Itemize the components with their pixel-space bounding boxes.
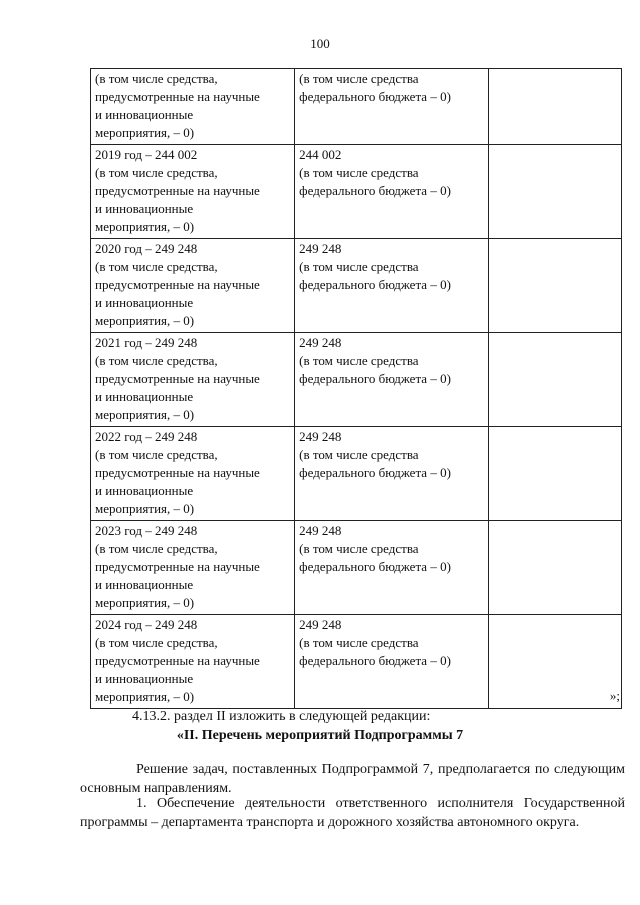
funding-total-cell xyxy=(91,69,295,145)
cell-line: федерального бюджета – 0) xyxy=(299,465,451,480)
paragraph-item-1: 1. Обеспечение деятельности ответственного исполнителя Государственной программы – департамента транспорта и дорожного хозяйства автономного округа. xyxy=(80,796,625,830)
cell-line: (в том числе средства xyxy=(299,635,419,650)
cell-line: (в том числе средства xyxy=(299,447,419,462)
funding-total-cell xyxy=(91,427,295,521)
cell-line: и инновационные xyxy=(95,483,194,498)
cell-line: мероприятия, – 0) xyxy=(95,219,195,234)
cell-line: федерального бюджета – 0) xyxy=(299,559,451,574)
cell-line: (в том числе средства xyxy=(299,165,419,180)
cell-line: федерального бюджета – 0) xyxy=(299,277,451,292)
cell-line: 244 002 xyxy=(299,147,342,162)
cell-line: предусмотренные на научные xyxy=(95,183,260,198)
funding-total-cell xyxy=(91,521,295,615)
table-row xyxy=(91,239,622,333)
table-row xyxy=(91,427,622,521)
funding-total-cell xyxy=(91,333,295,427)
cell-line: и инновационные xyxy=(95,389,194,404)
closing-quote: »; xyxy=(609,688,620,703)
empty-cell xyxy=(489,615,622,709)
cell-line: предусмотренные на научные xyxy=(95,89,260,104)
cell-line: и инновационные xyxy=(95,107,194,122)
federal-budget-cell xyxy=(295,521,489,615)
cell-line: федерального бюджета – 0) xyxy=(299,653,451,668)
federal-budget-cell xyxy=(295,145,489,239)
cell-line: (в том числе средства xyxy=(299,541,419,556)
empty-cell xyxy=(489,69,622,145)
funding-table xyxy=(90,68,622,709)
cell-line: федерального бюджета – 0) xyxy=(299,89,451,104)
cell-line: предусмотренные на научные xyxy=(95,371,260,386)
paragraph-tasks: Решение задач, поставленных Подпрограммой 7, предполагается по следующим основным направлениям. xyxy=(80,762,625,796)
cell-line: 249 248 xyxy=(299,617,342,632)
cell-line: мероприятия, – 0) xyxy=(95,689,195,704)
empty-cell xyxy=(489,427,622,521)
cell-line: (в том числе средства, xyxy=(95,71,218,86)
cell-line: (в том числе средства, xyxy=(95,353,218,368)
cell-line: 2019 год – 244 002 xyxy=(95,147,198,162)
empty-cell xyxy=(489,239,622,333)
cell-line: 249 248 xyxy=(299,241,342,256)
cell-line: (в том числе средства xyxy=(299,71,419,86)
cell-line: предусмотренные на научные xyxy=(95,559,260,574)
cell-line: предусмотренные на научные xyxy=(95,653,260,668)
federal-budget-cell xyxy=(295,333,489,427)
cell-line: мероприятия, – 0) xyxy=(95,595,195,610)
cell-line: (в том числе средства, xyxy=(95,541,218,556)
cell-line: мероприятия, – 0) xyxy=(95,125,195,140)
cell-line: и инновационные xyxy=(95,295,194,310)
cell-line: 2021 год – 249 248 xyxy=(95,335,198,350)
federal-budget-cell xyxy=(295,69,489,145)
cell-line: и инновационные xyxy=(95,577,194,592)
cell-line: 249 248 xyxy=(299,523,342,538)
federal-budget-cell xyxy=(295,239,489,333)
cell-line: (в том числе средства, xyxy=(95,447,218,462)
cell-line: и инновационные xyxy=(95,201,194,216)
cell-line: мероприятия, – 0) xyxy=(95,501,195,516)
federal-budget-cell xyxy=(295,427,489,521)
funding-total-cell xyxy=(91,239,295,333)
funding-table-body xyxy=(91,69,622,709)
cell-line: и инновационные xyxy=(95,671,194,686)
cell-line: 249 248 xyxy=(299,429,342,444)
cell-line: (в том числе средства, xyxy=(95,635,218,650)
cell-line: (в том числе средства xyxy=(299,259,419,274)
cell-line: федерального бюджета – 0) xyxy=(299,183,451,198)
cell-line: 2023 год – 249 248 xyxy=(95,523,198,538)
cell-line: мероприятия, – 0) xyxy=(95,313,195,328)
federal-budget-cell xyxy=(295,615,489,709)
table-row xyxy=(91,69,622,145)
table-row xyxy=(91,333,622,427)
section-heading: «II. Перечень мероприятий Подпрограммы 7 xyxy=(176,728,464,743)
cell-line: (в том числе средства, xyxy=(95,165,218,180)
page-number: 100 xyxy=(310,36,330,51)
cell-line: 249 248 xyxy=(299,335,342,350)
funding-total-cell xyxy=(91,145,295,239)
funding-total-cell xyxy=(91,615,295,709)
cell-line: (в том числе средства, xyxy=(95,259,218,274)
table-row xyxy=(91,145,622,239)
cell-line: предусмотренные на научные xyxy=(95,277,260,292)
cell-line: 2024 год – 249 248 xyxy=(95,617,198,632)
table-row xyxy=(91,615,622,709)
cell-line: федерального бюджета – 0) xyxy=(299,371,451,386)
empty-cell xyxy=(489,333,622,427)
amendment-intro: 4.13.2. раздел II изложить в следующей редакции: xyxy=(132,709,431,724)
cell-line: (в том числе средства xyxy=(299,353,419,368)
cell-line: 2020 год – 249 248 xyxy=(95,241,198,256)
empty-cell xyxy=(489,145,622,239)
table-row xyxy=(91,521,622,615)
cell-line: предусмотренные на научные xyxy=(95,465,260,480)
cell-line: 2022 год – 249 248 xyxy=(95,429,198,444)
cell-line: мероприятия, – 0) xyxy=(95,407,195,422)
empty-cell xyxy=(489,521,622,615)
